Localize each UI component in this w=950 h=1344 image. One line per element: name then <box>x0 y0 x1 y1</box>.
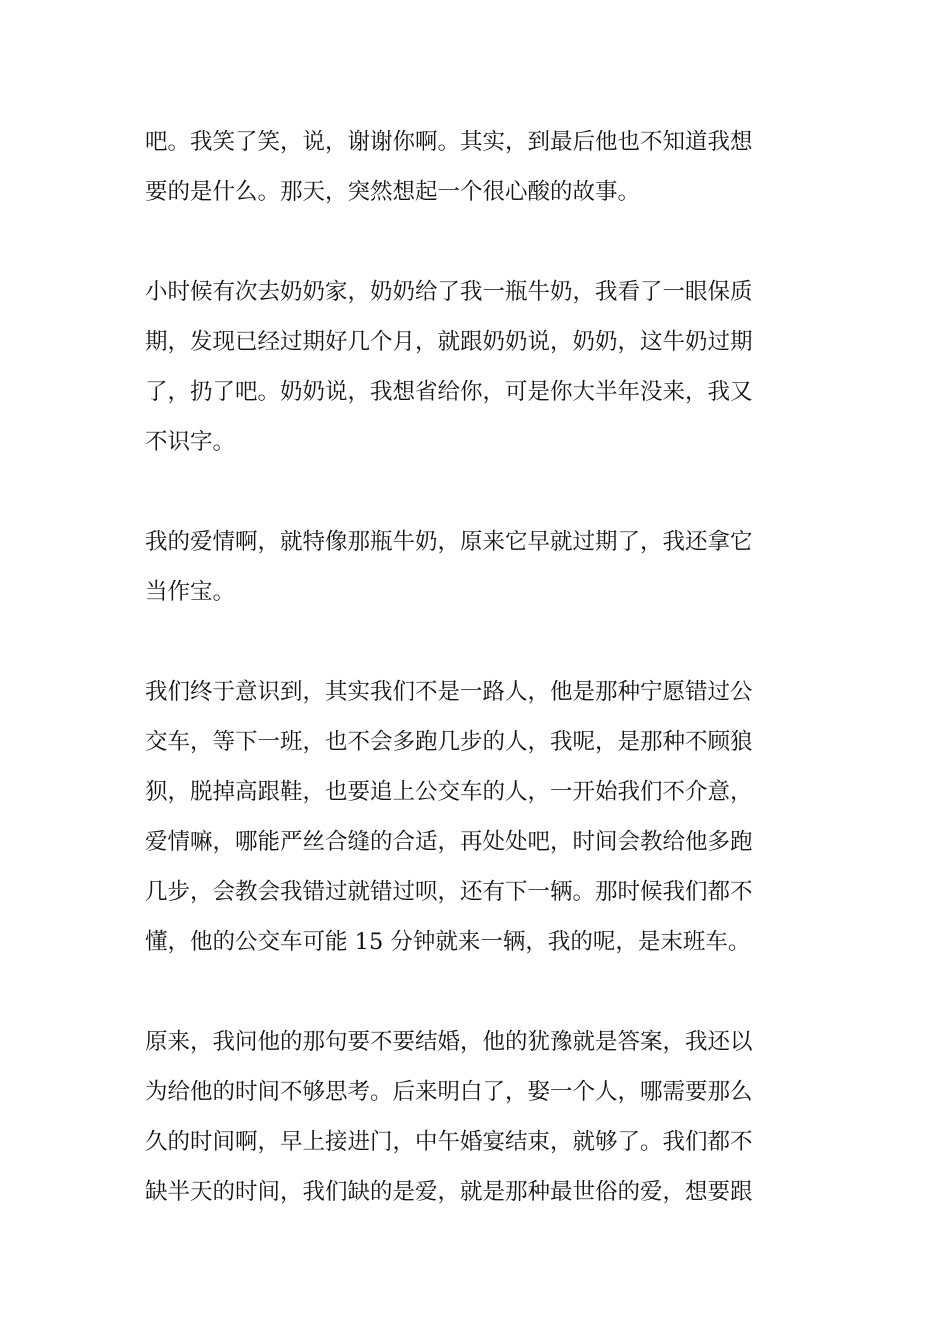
text-line: 爱情嘛，哪能严丝合缝的合适，再处处吧，时间会教给他多跑 <box>145 829 753 855</box>
text-line: 了，扔了吧。奶奶说，我想省给你，可是你大半年没来，我又 <box>145 379 753 405</box>
text-line: 吧。我笑了笑，说，谢谢你啊。其实，到最后他也不知道我想 <box>145 129 753 155</box>
text-line: 当作宝。 <box>145 579 236 605</box>
text-line: 缺半天的时间，我们缺的是爱，就是那种最世俗的爱，想要跟 <box>145 1179 753 1205</box>
text-line: 懂，他的公交车可能 15 分钟就来一辆，我的呢，是末班车。 <box>145 929 751 955</box>
text-line: 小时候有次去奶奶家，奶奶给了我一瓶牛奶，我看了一眼保质 <box>145 279 753 305</box>
paragraph-5 <box>145 1017 815 1217</box>
text-line: 原来，我问他的那句要不要结婚，他的犹豫就是答案，我还以 <box>145 1029 753 1055</box>
paragraph-1 <box>145 117 815 217</box>
text-line: 我的爱情啊，就特像那瓶牛奶，原来它早就过期了，我还拿它 <box>145 529 753 555</box>
text-line: 期，发现已经过期好几个月，就跟奶奶说，奶奶，这牛奶过期 <box>145 329 753 355</box>
text-line: 久的时间啊，早上接进门，中午婚宴结束，就够了。我们都不 <box>145 1129 753 1155</box>
text-line: 为给他的时间不够思考。后来明白了，娶一个人，哪需要那么 <box>145 1079 753 1105</box>
text-line: 交车，等下一班，也不会多跑几步的人，我呢，是那种不顾狼 <box>145 729 753 755</box>
text-line: 不识字。 <box>145 429 236 455</box>
text-line: 狈，脱掉高跟鞋，也要追上公交车的人，一开始我们不介意， <box>145 779 753 805</box>
text-line: 我们终于意识到，其实我们不是一路人，他是那种宁愿错过公 <box>145 679 753 705</box>
text-line: 要的是什么。那天，突然想起一个很心酸的故事。 <box>145 179 641 205</box>
paragraph-3 <box>145 517 815 617</box>
document-body <box>145 117 815 1267</box>
text-line: 几步，会教会我错过就错过呗，还有下一辆。那时候我们都不 <box>145 879 753 905</box>
paragraph-4 <box>145 667 815 967</box>
paragraph-2 <box>145 267 815 467</box>
